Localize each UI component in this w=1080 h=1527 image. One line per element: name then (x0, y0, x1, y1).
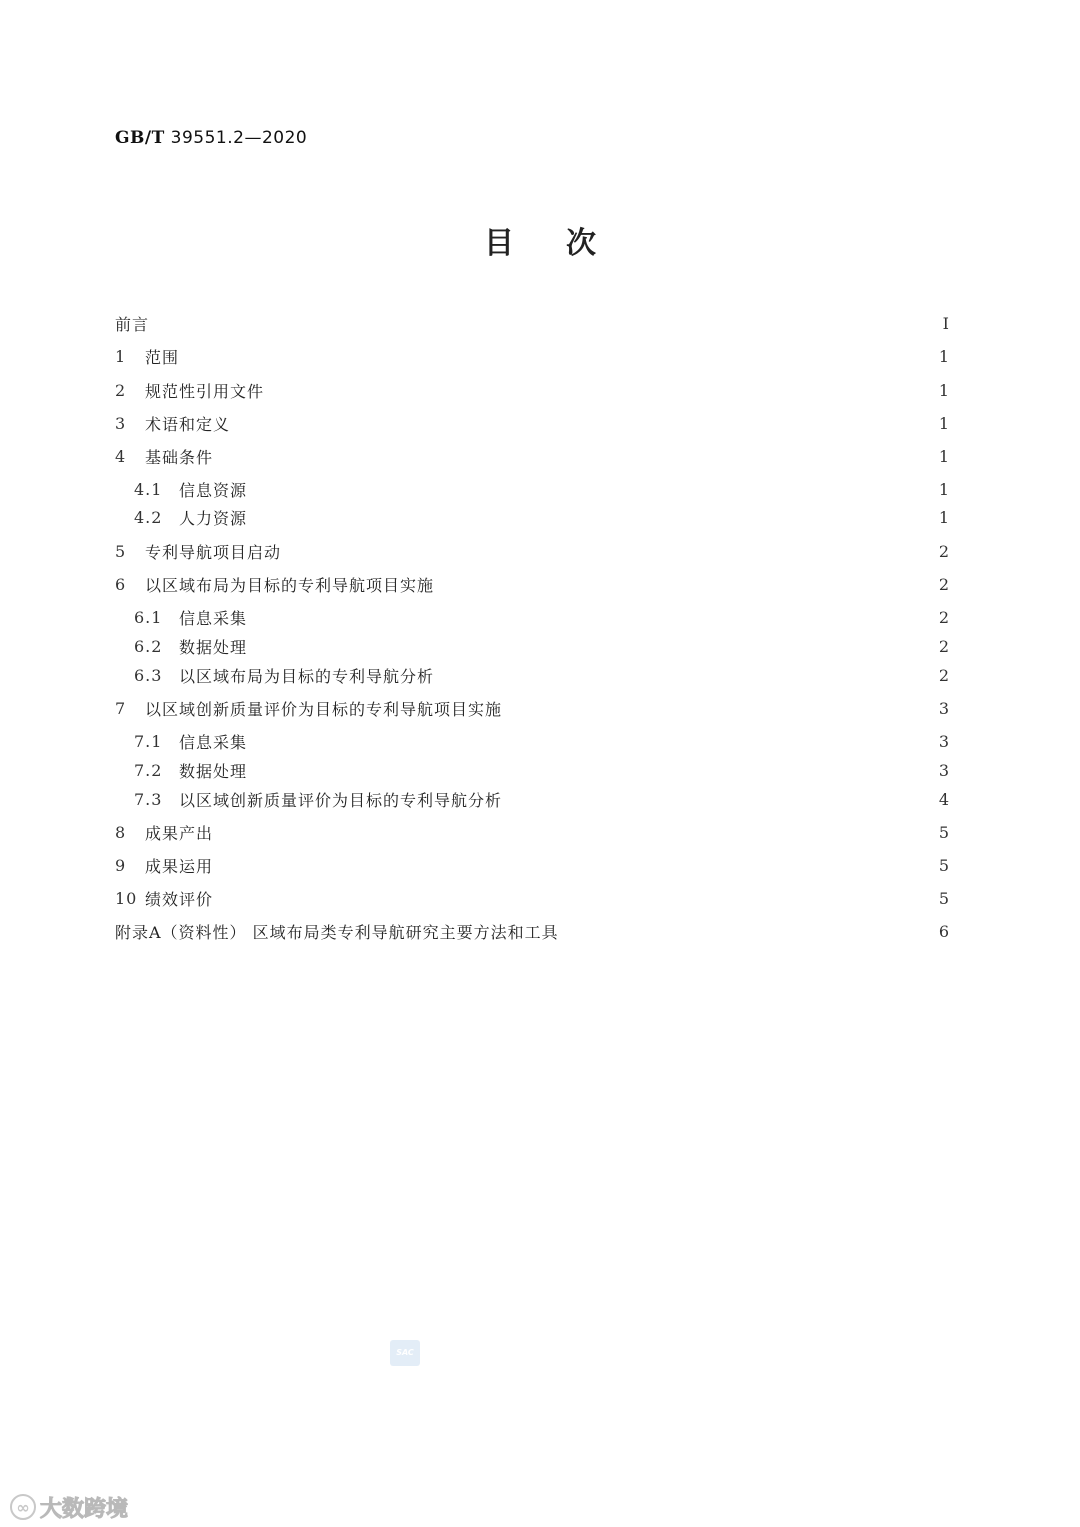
toc-entry-number: 7.3 (134, 789, 163, 809)
toc-entry-page: 5 (938, 855, 950, 875)
toc-entry-number: 7 (115, 698, 127, 718)
toc-entry-title: 专利导航项目启动 (145, 542, 282, 562)
toc-entry-title: 信息采集 (179, 608, 248, 628)
toc-entry-number: 10 (115, 888, 138, 908)
toc-entry-number: 4.1 (134, 479, 163, 499)
toc-leader-dots (565, 918, 933, 944)
toc-entry-title: 绩效评价 (145, 889, 214, 909)
toc-entry (115, 918, 950, 944)
toc-entry-number: 6 (115, 574, 127, 594)
toc-leader-dots (253, 728, 933, 754)
toc-entry-title: 数据处理 (179, 761, 248, 781)
toc-entry (115, 571, 950, 597)
toc-entry-number: 4.2 (134, 507, 163, 527)
toc-entry-page: 1 (938, 346, 950, 366)
toc-entry-title: 信息资源 (179, 480, 248, 500)
toc-entry-number: 1 (115, 346, 127, 366)
brand-watermark-text: 大数跨境 (40, 1496, 129, 1522)
toc-leader-dots (440, 662, 933, 688)
toc-entry (115, 852, 950, 878)
toc-entry-number: 6.3 (134, 665, 163, 685)
toc-entry-title: 信息采集 (179, 732, 248, 752)
toc-entry-title: 以区域创新质量评价为目标的专利导航分析 (179, 790, 503, 810)
toc-entry-title: 附录A（资料性） 区域布局类专利导航研究主要方法和工具 (115, 922, 559, 942)
standard-code (115, 128, 307, 148)
toc-entry-title: 人力资源 (179, 508, 248, 528)
toc-entry (115, 410, 950, 436)
toc-entry (115, 443, 950, 469)
toc-entry-title: 基础条件 (145, 447, 214, 467)
toc-entry-title: 术语和定义 (145, 414, 231, 434)
toc-entry-page: 3 (938, 760, 950, 780)
toc-entry (115, 695, 950, 721)
toc-entry-title: 规范性引用文件 (145, 381, 265, 401)
brand-watermark (10, 1492, 128, 1522)
toc-entry (115, 538, 950, 564)
toc-leader-dots (508, 786, 933, 812)
toc-entry-title: 以区域创新质量评价为目标的专利导航项目实施 (145, 699, 503, 719)
toc-leader-dots (253, 476, 933, 502)
toc-entry (134, 786, 950, 812)
toc-entry (115, 819, 950, 845)
toc-leader-dots (155, 310, 934, 336)
sac-watermark-logo: SAC (390, 1340, 420, 1366)
toc-entry (134, 757, 950, 783)
toc-entry-number: 9 (115, 855, 127, 875)
toc-entry-title: 前言 (115, 314, 150, 334)
toc-entry-number: 6.2 (134, 636, 163, 656)
toc-entry (115, 343, 950, 369)
toc-entry (134, 633, 950, 659)
toc-entry-title: 成果运用 (145, 856, 214, 876)
toc-entry-page: 3 (938, 731, 950, 751)
standard-code-prefix: GB/T (115, 128, 165, 148)
toc-entry-number: 5 (115, 541, 127, 561)
toc-leader-dots (270, 377, 933, 403)
toc-entry (115, 310, 950, 336)
toc-entry-number: 7.1 (134, 731, 163, 751)
toc-entry-number: 2 (115, 380, 127, 400)
toc-entry-page: 4 (938, 789, 950, 809)
toc-leader-dots (253, 757, 933, 783)
toc-entry-number: 6.1 (134, 607, 163, 627)
toc-entry-page: 2 (938, 541, 950, 561)
toc-entry-page: 2 (938, 636, 950, 656)
toc-leader-dots (219, 852, 933, 878)
toc-entry (115, 377, 950, 403)
toc-entry-page: 1 (938, 380, 950, 400)
toc-leader-dots (185, 343, 933, 369)
toc-entry-page: 1 (938, 507, 950, 527)
toc-entry-page: 2 (938, 665, 950, 685)
toc-leader-dots (508, 695, 933, 721)
toc-entry (134, 728, 950, 754)
toc-entry-title: 范围 (145, 347, 180, 367)
page-title: 目次 (484, 226, 648, 261)
toc-entry (134, 604, 950, 630)
toc-entry-title: 以区域布局为目标的专利导航分析 (179, 666, 435, 686)
toc-entry (134, 662, 950, 688)
toc-entry-page: 5 (938, 822, 950, 842)
toc-entry-page: 5 (938, 888, 950, 908)
toc-entry (134, 504, 950, 530)
toc-leader-dots (219, 443, 933, 469)
toc-entry-title: 数据处理 (179, 637, 248, 657)
toc-entry-page: 1 (938, 413, 950, 433)
toc-leader-dots (219, 885, 933, 911)
toc-entry-number: 7.2 (134, 760, 163, 780)
toc-entry-page: 3 (938, 698, 950, 718)
toc-entry-page: 6 (938, 921, 950, 941)
toc-entry-page: Ⅰ (942, 313, 950, 333)
toc-entry-page: 2 (938, 607, 950, 627)
toc-leader-dots (219, 819, 933, 845)
toc-entry-number: 8 (115, 822, 127, 842)
toc-entry (115, 885, 950, 911)
toc-entry-page: 1 (938, 446, 950, 466)
toc-entry-number: 4 (115, 446, 127, 466)
toc-entry-title: 成果产出 (145, 823, 214, 843)
toc-entry-number: 3 (115, 413, 127, 433)
toc-entry-title: 以区域布局为目标的专利导航项目实施 (145, 575, 435, 595)
standard-code-number: 39551.2—2020 (170, 128, 308, 148)
brand-logo-icon: ∞ (10, 1494, 36, 1520)
toc-leader-dots (253, 504, 933, 530)
toc-entry (134, 476, 950, 502)
toc-leader-dots (287, 538, 933, 564)
toc-leader-dots (253, 633, 933, 659)
toc-leader-dots (253, 604, 933, 630)
toc-leader-dots (440, 571, 933, 597)
toc-entry-page: 1 (938, 479, 950, 499)
toc-entry-page: 2 (938, 574, 950, 594)
toc-leader-dots (236, 410, 933, 436)
